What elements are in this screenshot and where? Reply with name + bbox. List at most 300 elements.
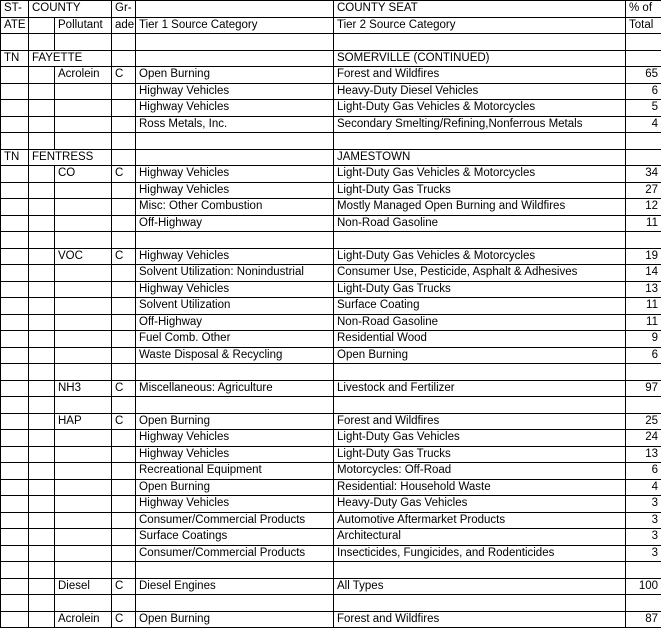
state-cell xyxy=(1,446,29,463)
state-cell xyxy=(1,529,29,546)
data-row xyxy=(1,116,661,133)
pollutant-cell xyxy=(55,83,112,100)
tier2-cell: Light-Duty Gas Trucks xyxy=(334,281,626,298)
state-cell xyxy=(1,248,29,265)
grade-cell xyxy=(112,199,136,216)
header-pollutant: Pollutant xyxy=(55,17,112,34)
pollutant-cell xyxy=(55,281,112,298)
tier1-cell: Highway Vehicles xyxy=(136,100,334,117)
county-indent-cell xyxy=(29,364,55,381)
state-cell: TN xyxy=(1,149,29,166)
pollutant-cell xyxy=(55,364,112,381)
grade-cell: C xyxy=(112,67,136,84)
percent-cell: 12 xyxy=(626,199,661,216)
data-row xyxy=(1,199,661,216)
state-cell xyxy=(1,133,29,150)
tier1-cell: Open Burning xyxy=(136,67,334,84)
pollutant-cell: Acrolein xyxy=(55,67,112,84)
data-row xyxy=(1,248,661,265)
data-row xyxy=(1,182,661,199)
tier2-cell: Open Burning xyxy=(334,347,626,364)
tier2-cell: Light-Duty Gas Vehicles & Motorcycles xyxy=(334,248,626,265)
pollutant-cell xyxy=(55,298,112,315)
pollutant-cell xyxy=(55,215,112,232)
tier1-cell xyxy=(136,364,334,381)
pollutant-cell xyxy=(55,331,112,348)
spacer-row xyxy=(1,364,661,381)
tier2-cell: Residential: Household Waste xyxy=(334,479,626,496)
header-tier2: Tier 2 Source Category xyxy=(334,17,626,34)
county-indent-cell xyxy=(29,611,55,628)
header-county: COUNTY xyxy=(29,1,112,18)
tier2-cell: Motorcycles: Off-Road xyxy=(334,463,626,480)
tier2-cell xyxy=(334,232,626,249)
state-cell xyxy=(1,595,29,612)
spacer-row xyxy=(1,232,661,249)
grade-cell xyxy=(112,463,136,480)
pollutant-cell xyxy=(55,512,112,529)
header-county-spacer xyxy=(29,17,55,34)
county-indent-cell xyxy=(29,331,55,348)
state-cell xyxy=(1,347,29,364)
county-indent-cell xyxy=(29,133,55,150)
pollutant-cell xyxy=(55,347,112,364)
percent-cell xyxy=(626,34,661,51)
header-grade-line2: ade xyxy=(112,17,136,34)
state-cell xyxy=(1,562,29,579)
tier1-cell xyxy=(136,50,334,67)
county-indent-cell xyxy=(29,479,55,496)
pollutant-cell xyxy=(55,116,112,133)
percent-cell: 3 xyxy=(626,512,661,529)
county-indent-cell xyxy=(29,529,55,546)
data-row xyxy=(1,545,661,562)
grade-cell xyxy=(112,430,136,447)
grade-cell xyxy=(112,529,136,546)
percent-cell: 11 xyxy=(626,215,661,232)
data-row xyxy=(1,463,661,480)
grade-cell xyxy=(112,314,136,331)
tier2-cell: Secondary Smelting/Refining,Nonferrous Metals xyxy=(334,116,626,133)
state-cell xyxy=(1,281,29,298)
data-row xyxy=(1,529,661,546)
tier2-cell xyxy=(334,364,626,381)
state-cell xyxy=(1,331,29,348)
state-cell: TN xyxy=(1,50,29,67)
state-cell xyxy=(1,413,29,430)
percent-cell: 97 xyxy=(626,380,661,397)
percent-cell: 6 xyxy=(626,347,661,364)
grade-cell: C xyxy=(112,380,136,397)
percent-cell: 65 xyxy=(626,67,661,84)
spacer-row xyxy=(1,562,661,579)
county-indent-cell xyxy=(29,232,55,249)
county-indent-cell xyxy=(29,578,55,595)
tier2-cell: Light-Duty Gas Vehicles & Motorcycles xyxy=(334,100,626,117)
percent-cell: 5 xyxy=(626,100,661,117)
grade-cell xyxy=(112,512,136,529)
spacer-row xyxy=(1,133,661,150)
grade-cell: C xyxy=(112,248,136,265)
grade-cell xyxy=(112,232,136,249)
percent-cell: 100 xyxy=(626,578,661,595)
grade-cell xyxy=(112,364,136,381)
grade-cell: C xyxy=(112,413,136,430)
grade-cell xyxy=(112,397,136,414)
tier2-cell xyxy=(334,562,626,579)
state-cell xyxy=(1,199,29,216)
pollutant-cell xyxy=(55,463,112,480)
county-indent-cell xyxy=(29,67,55,84)
data-row xyxy=(1,611,661,628)
state-cell xyxy=(1,232,29,249)
header-tier1: Tier 1 Source Category xyxy=(136,17,334,34)
grade-cell xyxy=(112,182,136,199)
percent-cell: 3 xyxy=(626,545,661,562)
percent-cell xyxy=(626,149,661,166)
data-row xyxy=(1,578,661,595)
tier1-cell: Consumer/Commercial Products xyxy=(136,512,334,529)
county-seat-cell: JAMESTOWN xyxy=(334,149,626,166)
state-cell xyxy=(1,545,29,562)
state-cell xyxy=(1,166,29,183)
county-indent-cell xyxy=(29,116,55,133)
state-cell xyxy=(1,430,29,447)
percent-cell xyxy=(626,133,661,150)
percent-cell xyxy=(626,397,661,414)
county-indent-cell xyxy=(29,265,55,282)
grade-cell xyxy=(112,50,136,67)
percent-cell xyxy=(626,50,661,67)
tier2-cell xyxy=(334,133,626,150)
tier1-cell: Highway Vehicles xyxy=(136,83,334,100)
state-cell xyxy=(1,512,29,529)
tier1-cell: Open Burning xyxy=(136,413,334,430)
spacer-row xyxy=(1,397,661,414)
county-indent-cell xyxy=(29,545,55,562)
percent-cell: 25 xyxy=(626,413,661,430)
tier1-cell: Solvent Utilization: Nonindustrial xyxy=(136,265,334,282)
grade-cell xyxy=(112,83,136,100)
grade-cell xyxy=(112,496,136,513)
tier1-cell xyxy=(136,562,334,579)
header-pct-line1: % of xyxy=(626,1,661,18)
state-cell xyxy=(1,100,29,117)
pollutant-cell xyxy=(55,397,112,414)
tier1-cell: Off-Highway xyxy=(136,314,334,331)
header-row-1 xyxy=(1,1,661,18)
grade-cell xyxy=(112,281,136,298)
data-row xyxy=(1,331,661,348)
pollutant-cell xyxy=(55,446,112,463)
tier1-cell xyxy=(136,34,334,51)
pollutant-cell xyxy=(55,314,112,331)
pollutant-cell xyxy=(55,562,112,579)
data-row xyxy=(1,380,661,397)
percent-cell: 11 xyxy=(626,298,661,315)
county-indent-cell xyxy=(29,34,55,51)
state-cell xyxy=(1,215,29,232)
tier1-cell: Diesel Engines xyxy=(136,578,334,595)
tier2-cell: Residential Wood xyxy=(334,331,626,348)
percent-cell xyxy=(626,232,661,249)
state-cell xyxy=(1,265,29,282)
grade-cell xyxy=(112,100,136,117)
state-cell xyxy=(1,397,29,414)
grade-cell: C xyxy=(112,611,136,628)
tier2-cell: Forest and Wildfires xyxy=(334,413,626,430)
tier1-cell: Open Burning xyxy=(136,479,334,496)
data-row xyxy=(1,496,661,513)
tier1-cell: Highway Vehicles xyxy=(136,166,334,183)
pollutant-cell xyxy=(55,529,112,546)
county-indent-cell xyxy=(29,100,55,117)
county-cell: FENTRESS xyxy=(29,149,112,166)
tier1-cell: Highway Vehicles xyxy=(136,248,334,265)
tier2-cell: Surface Coating xyxy=(334,298,626,315)
pollutant-cell xyxy=(55,265,112,282)
tier1-cell xyxy=(136,149,334,166)
grade-cell xyxy=(112,133,136,150)
grade-cell xyxy=(112,562,136,579)
county-indent-cell xyxy=(29,248,55,265)
percent-cell: 14 xyxy=(626,265,661,282)
tier2-cell: Light-Duty Gas Vehicles & Motorcycles xyxy=(334,166,626,183)
pollutant-cell xyxy=(55,595,112,612)
pollutant-cell xyxy=(55,479,112,496)
header-grade-line1: Gr- xyxy=(112,1,136,18)
county-indent-cell xyxy=(29,347,55,364)
data-row xyxy=(1,67,661,84)
percent-cell: 4 xyxy=(626,116,661,133)
pollutant-cell xyxy=(55,100,112,117)
tier2-cell: All Types xyxy=(334,578,626,595)
state-cell xyxy=(1,83,29,100)
header-county-seat: COUNTY SEAT xyxy=(334,1,626,18)
percent-cell: 11 xyxy=(626,314,661,331)
county-indent-cell xyxy=(29,298,55,315)
county-header-row xyxy=(1,149,661,166)
tier1-cell xyxy=(136,232,334,249)
grade-cell xyxy=(112,331,136,348)
tier2-cell: Light-Duty Gas Trucks xyxy=(334,446,626,463)
state-cell xyxy=(1,298,29,315)
data-row xyxy=(1,298,661,315)
grade-cell xyxy=(112,347,136,364)
pollutant-cell: Acrolein xyxy=(55,611,112,628)
tier1-cell: Waste Disposal & Recycling xyxy=(136,347,334,364)
table-body xyxy=(1,34,661,628)
header-state-line1: ST- xyxy=(1,1,29,18)
tier2-cell xyxy=(334,595,626,612)
tier1-cell: Surface Coatings xyxy=(136,529,334,546)
spacer-row xyxy=(1,595,661,612)
percent-cell: 87 xyxy=(626,611,661,628)
tier2-cell: Livestock and Fertilizer xyxy=(334,380,626,397)
tier2-cell: Light-Duty Gas Vehicles xyxy=(334,430,626,447)
grade-cell xyxy=(112,116,136,133)
county-indent-cell xyxy=(29,496,55,513)
spacer-row xyxy=(1,34,661,51)
data-row xyxy=(1,265,661,282)
grade-cell xyxy=(112,298,136,315)
header-row-2 xyxy=(1,17,661,34)
state-cell xyxy=(1,116,29,133)
state-cell xyxy=(1,314,29,331)
pollutant-cell: HAP xyxy=(55,413,112,430)
tier1-cell: Ross Metals, Inc. xyxy=(136,116,334,133)
percent-cell xyxy=(626,562,661,579)
county-header-row xyxy=(1,50,661,67)
state-cell xyxy=(1,479,29,496)
data-row xyxy=(1,347,661,364)
tier2-cell: Mostly Managed Open Burning and Wildfires xyxy=(334,199,626,216)
data-row xyxy=(1,479,661,496)
pollutant-cell xyxy=(55,199,112,216)
grade-cell xyxy=(112,34,136,51)
state-cell xyxy=(1,463,29,480)
grade-cell xyxy=(112,215,136,232)
state-cell xyxy=(1,380,29,397)
state-cell xyxy=(1,67,29,84)
tier1-cell: Highway Vehicles xyxy=(136,430,334,447)
county-cell: FAYETTE xyxy=(29,50,112,67)
percent-cell: 19 xyxy=(626,248,661,265)
tier2-cell: Insecticides, Fungicides, and Rodenticides xyxy=(334,545,626,562)
percent-cell: 6 xyxy=(626,83,661,100)
county-indent-cell xyxy=(29,512,55,529)
data-row xyxy=(1,430,661,447)
tier2-cell: Automotive Aftermarket Products xyxy=(334,512,626,529)
data-row xyxy=(1,215,661,232)
data-row xyxy=(1,314,661,331)
county-indent-cell xyxy=(29,595,55,612)
percent-cell: 3 xyxy=(626,496,661,513)
tier2-cell: Forest and Wildfires xyxy=(334,611,626,628)
county-seat-cell: SOMERVILLE (CONTINUED) xyxy=(334,50,626,67)
pollutant-cell xyxy=(55,133,112,150)
percent-cell: 34 xyxy=(626,166,661,183)
percent-cell: 9 xyxy=(626,331,661,348)
tier1-cell xyxy=(136,397,334,414)
pollutant-cell: Diesel xyxy=(55,578,112,595)
state-cell xyxy=(1,496,29,513)
grade-cell xyxy=(112,595,136,612)
tier1-cell: Highway Vehicles xyxy=(136,446,334,463)
county-indent-cell xyxy=(29,166,55,183)
pollutant-cell xyxy=(55,430,112,447)
pollutant-cell xyxy=(55,34,112,51)
grade-cell xyxy=(112,149,136,166)
pollutant-cell: CO xyxy=(55,166,112,183)
state-cell xyxy=(1,364,29,381)
state-cell xyxy=(1,611,29,628)
tier1-cell: Consumer/Commercial Products xyxy=(136,545,334,562)
tier1-cell: Highway Vehicles xyxy=(136,182,334,199)
county-indent-cell xyxy=(29,446,55,463)
county-indent-cell xyxy=(29,83,55,100)
county-indent-cell xyxy=(29,397,55,414)
pollutant-cell: NH3 xyxy=(55,380,112,397)
data-row xyxy=(1,413,661,430)
tier2-cell: Forest and Wildfires xyxy=(334,67,626,84)
county-indent-cell xyxy=(29,562,55,579)
county-indent-cell xyxy=(29,314,55,331)
grade-cell: C xyxy=(112,166,136,183)
header-tier1-spacer xyxy=(136,1,334,18)
county-indent-cell xyxy=(29,281,55,298)
percent-cell xyxy=(626,595,661,612)
tier2-cell: Non-Road Gasoline xyxy=(334,215,626,232)
county-indent-cell xyxy=(29,463,55,480)
county-indent-cell xyxy=(29,199,55,216)
pollutant-cell xyxy=(55,496,112,513)
tier2-cell: Architectural xyxy=(334,529,626,546)
tier1-cell: Recreational Equipment xyxy=(136,463,334,480)
tier1-cell: Miscellaneous: Agriculture xyxy=(136,380,334,397)
state-cell xyxy=(1,34,29,51)
percent-cell: 4 xyxy=(626,479,661,496)
state-cell xyxy=(1,578,29,595)
data-row xyxy=(1,512,661,529)
tier2-cell xyxy=(334,397,626,414)
percent-cell: 27 xyxy=(626,182,661,199)
grade-cell xyxy=(112,545,136,562)
tier1-cell xyxy=(136,595,334,612)
tier1-cell: Highway Vehicles xyxy=(136,496,334,513)
percent-cell: 13 xyxy=(626,446,661,463)
tier2-cell: Heavy-Duty Gas Vehicles xyxy=(334,496,626,513)
tier2-cell: Consumer Use, Pesticide, Asphalt & Adhesives xyxy=(334,265,626,282)
tier2-cell: Heavy-Duty Diesel Vehicles xyxy=(334,83,626,100)
county-indent-cell xyxy=(29,380,55,397)
grade-cell xyxy=(112,265,136,282)
header-state-line2: ATE xyxy=(1,17,29,34)
percent-cell: 13 xyxy=(626,281,661,298)
header-pct-line2: Total xyxy=(626,17,661,34)
grade-cell xyxy=(112,479,136,496)
pollutant-cell: VOC xyxy=(55,248,112,265)
percent-cell: 6 xyxy=(626,463,661,480)
tier1-cell: Fuel Comb. Other xyxy=(136,331,334,348)
data-row xyxy=(1,100,661,117)
county-indent-cell xyxy=(29,182,55,199)
county-indent-cell xyxy=(29,215,55,232)
pollutant-cell xyxy=(55,182,112,199)
grade-cell xyxy=(112,446,136,463)
tier1-cell: Solvent Utilization xyxy=(136,298,334,315)
tier1-cell: Off-Highway xyxy=(136,215,334,232)
percent-cell xyxy=(626,364,661,381)
tier1-cell: Misc: Other Combustion xyxy=(136,199,334,216)
data-row xyxy=(1,446,661,463)
tier2-cell: Non-Road Gasoline xyxy=(334,314,626,331)
county-indent-cell xyxy=(29,430,55,447)
county-indent-cell xyxy=(29,413,55,430)
tier2-cell xyxy=(334,34,626,51)
pollutant-cell xyxy=(55,232,112,249)
tier2-cell: Light-Duty Gas Trucks xyxy=(334,182,626,199)
data-row xyxy=(1,281,661,298)
percent-cell: 24 xyxy=(626,430,661,447)
tier1-cell: Open Burning xyxy=(136,611,334,628)
percent-cell: 3 xyxy=(626,529,661,546)
state-cell xyxy=(1,182,29,199)
grade-cell: C xyxy=(112,578,136,595)
tier1-cell xyxy=(136,133,334,150)
data-row xyxy=(1,166,661,183)
pollutant-cell xyxy=(55,545,112,562)
